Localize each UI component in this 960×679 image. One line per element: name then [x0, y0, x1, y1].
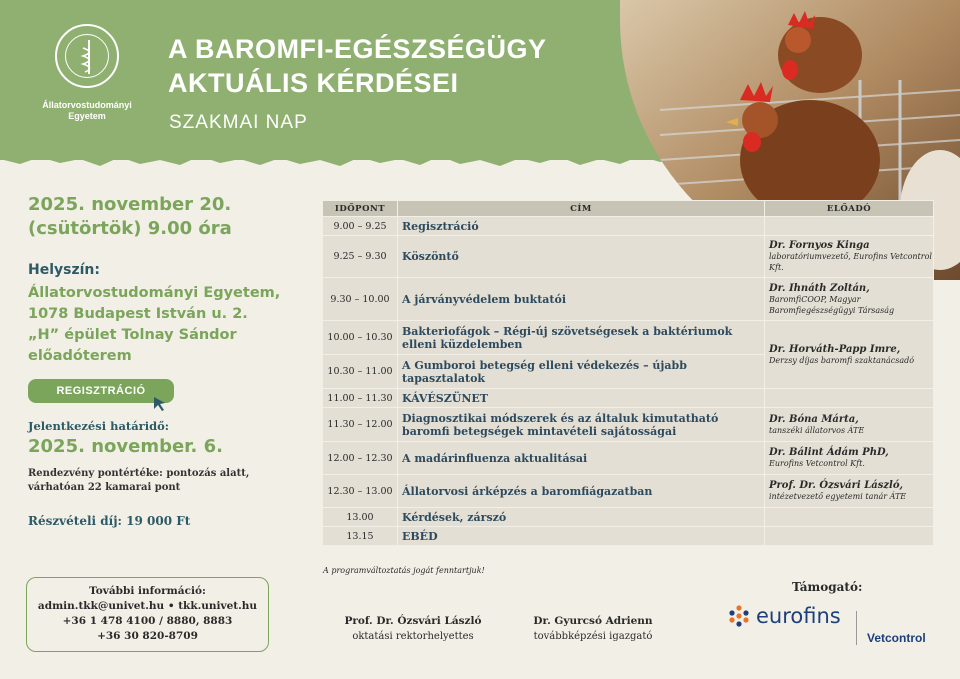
signature-rector — [338, 614, 488, 644]
page-title — [168, 32, 547, 100]
header-time: IDŐPONT — [323, 201, 398, 217]
signature-role: oktatási rektorhelyettes — [352, 631, 474, 642]
contact-mobile: +36 30 820-8709 — [97, 630, 198, 642]
title-cell: A Gumboroi betegség elleni védekezés – újabb tapasztalatok — [398, 355, 765, 389]
venue-label: Helyszín: — [28, 262, 100, 278]
title-cell: Kérdések, zárszó — [398, 508, 765, 527]
university-logo — [42, 24, 132, 122]
speaker-role: tanszéki állatorvos ÁTE — [769, 425, 865, 435]
signature-name: Prof. Dr. Ózsvári László — [344, 615, 482, 627]
eurofins-logo — [728, 604, 841, 628]
title-cell: A madárinfluenza aktualitásai — [398, 442, 765, 475]
program-change-note: A programváltoztatás jogát fenntartjuk! — [323, 566, 485, 575]
speaker-role: Eurofins Vetcontrol Kft. — [769, 459, 865, 468]
seal-icon — [55, 24, 119, 88]
deadline-label: Jelentkezési határidő: — [28, 419, 170, 433]
speaker-role: Derzsy díjas baromfi szaktanácsadó — [769, 355, 915, 365]
time-cell: 13.00 — [323, 508, 398, 527]
time-cell: 9.25 – 9.30 — [323, 236, 398, 278]
page-subtitle: SZAKMAI NAP — [169, 112, 308, 133]
table-header-row — [323, 201, 934, 217]
date-line: (csütörtök) 9.00 óra — [28, 218, 232, 239]
speaker-name: Prof. Dr. Ózsvári László, — [769, 480, 903, 491]
header-speaker: ELŐADÓ — [765, 201, 934, 217]
title-cell: EBÉD — [398, 527, 765, 546]
title-line: A BAROMFI-EGÉSZSÉGÜGY — [168, 34, 547, 64]
title-cell: Bakteriofágok – Régi-új szövetségesek a baktériumok elleni küzdelemben — [398, 321, 765, 355]
speaker-cell — [765, 442, 934, 475]
contact-info-box — [26, 577, 269, 652]
speaker-cell — [765, 527, 934, 546]
speaker-cell — [765, 408, 934, 442]
table-row — [323, 408, 934, 442]
table-row — [323, 508, 934, 527]
time-cell: 9.00 – 9.25 — [323, 217, 398, 236]
credit-points — [28, 467, 249, 495]
signature-director — [518, 614, 668, 644]
speaker-cell — [765, 217, 934, 236]
signature-role: továbbképzési igazgató — [533, 631, 653, 642]
speaker-cell — [765, 236, 934, 278]
title-line: AKTUÁLIS KÉRDÉSEI — [168, 68, 459, 98]
torn-edge-decoration — [0, 150, 680, 172]
schedule-table — [322, 200, 934, 546]
table-row — [323, 278, 934, 321]
speaker-name: Dr. Bálint Ádám PhD, — [769, 447, 889, 458]
time-cell: 12.30 – 13.00 — [323, 475, 398, 508]
venue-line: előadóterem — [28, 348, 132, 364]
title-cell: Köszöntő — [398, 236, 765, 278]
speaker-role: laboratóriumvezető, Eurofins Vetcontrol Kft. — [769, 252, 932, 272]
table-row — [323, 389, 934, 408]
deadline-date: 2025. november. 6. — [28, 436, 223, 457]
speaker-name: Dr. Bóna Márta, — [769, 413, 859, 425]
table-row — [323, 217, 934, 236]
points-line: Rendezvény pontértéke: pontozás alatt, — [28, 468, 250, 479]
speaker-name: Dr. Fornyos Kinga — [769, 240, 870, 251]
speaker-role: BaromfiCOOP, Magyar Baromfiegészségügyi Társaság — [769, 294, 895, 315]
time-cell: 9.30 – 10.00 — [323, 278, 398, 321]
time-cell: 10.00 – 10.30 — [323, 321, 398, 355]
speaker-cell — [765, 278, 934, 321]
venue-line: 1078 Budapest István u. 2. — [28, 306, 248, 322]
eurofins-brand: eurofins — [756, 604, 841, 628]
eurofins-dots-icon — [728, 605, 750, 627]
event-date — [28, 193, 232, 241]
contact-email-web[interactable]: admin.tkk@univet.hu • tkk.univet.hu — [37, 600, 258, 612]
university-name: Állatorvostudományi Egyetem — [42, 100, 132, 121]
speaker-name: Dr. Ihnáth Zoltán, — [769, 282, 870, 294]
cursor-icon — [152, 395, 168, 413]
speaker-cell — [765, 389, 934, 408]
table-row — [323, 442, 934, 475]
date-line: 2025. november 20. — [28, 194, 232, 215]
time-cell: 13.15 — [323, 527, 398, 546]
points-line: várhatóan 22 kamarai pont — [28, 482, 181, 493]
speaker-cell — [765, 321, 934, 389]
title-cell: A járványvédelem buktatói — [398, 278, 765, 321]
vetcontrol-brand: Vetcontrol — [867, 631, 926, 645]
table-row — [323, 236, 934, 278]
speaker-cell — [765, 475, 934, 508]
contact-phone: +36 1 478 4100 / 8880, 8883 — [62, 615, 233, 627]
venue-line: „H” épület Tolnay Sándor — [28, 327, 237, 343]
table-row — [323, 527, 934, 546]
table-row — [323, 475, 934, 508]
header-title: CÍM — [398, 201, 765, 217]
contact-title: További információ: — [89, 585, 206, 597]
title-cell: KÁVÉSZÜNET — [398, 389, 765, 408]
title-cell: Állatorvosi árképzés a baromfiágazatban — [398, 475, 765, 508]
title-cell: Diagnosztikai módszerek és az általuk kimutatható baromfi betegségek mintavételi sajátosságai — [398, 408, 765, 442]
time-cell: 12.00 – 12.30 — [323, 442, 398, 475]
sponsor-divider — [856, 611, 857, 645]
venue-line: Állatorvostudományi Egyetem, — [28, 285, 281, 301]
participation-fee: Részvételi díj: 19 000 Ft — [28, 514, 191, 528]
speaker-cell — [765, 508, 934, 527]
venue-address — [28, 283, 280, 367]
sponsor-label: Támogató: — [792, 580, 863, 594]
time-cell: 11.00 – 11.30 — [323, 389, 398, 408]
speaker-role: intézetvezető egyetemi tanár ÁTE — [769, 492, 907, 501]
registration-button[interactable]: REGISZTRÁCIÓ — [28, 379, 174, 403]
time-cell: 10.30 – 11.00 — [323, 355, 398, 389]
table-row — [323, 321, 934, 355]
title-cell: Regisztráció — [398, 217, 765, 236]
signature-name: Dr. Gyurcsó Adrienn — [533, 615, 653, 627]
time-cell: 11.30 – 12.00 — [323, 408, 398, 442]
speaker-name: Dr. Horváth-Papp Imre, — [769, 343, 901, 355]
